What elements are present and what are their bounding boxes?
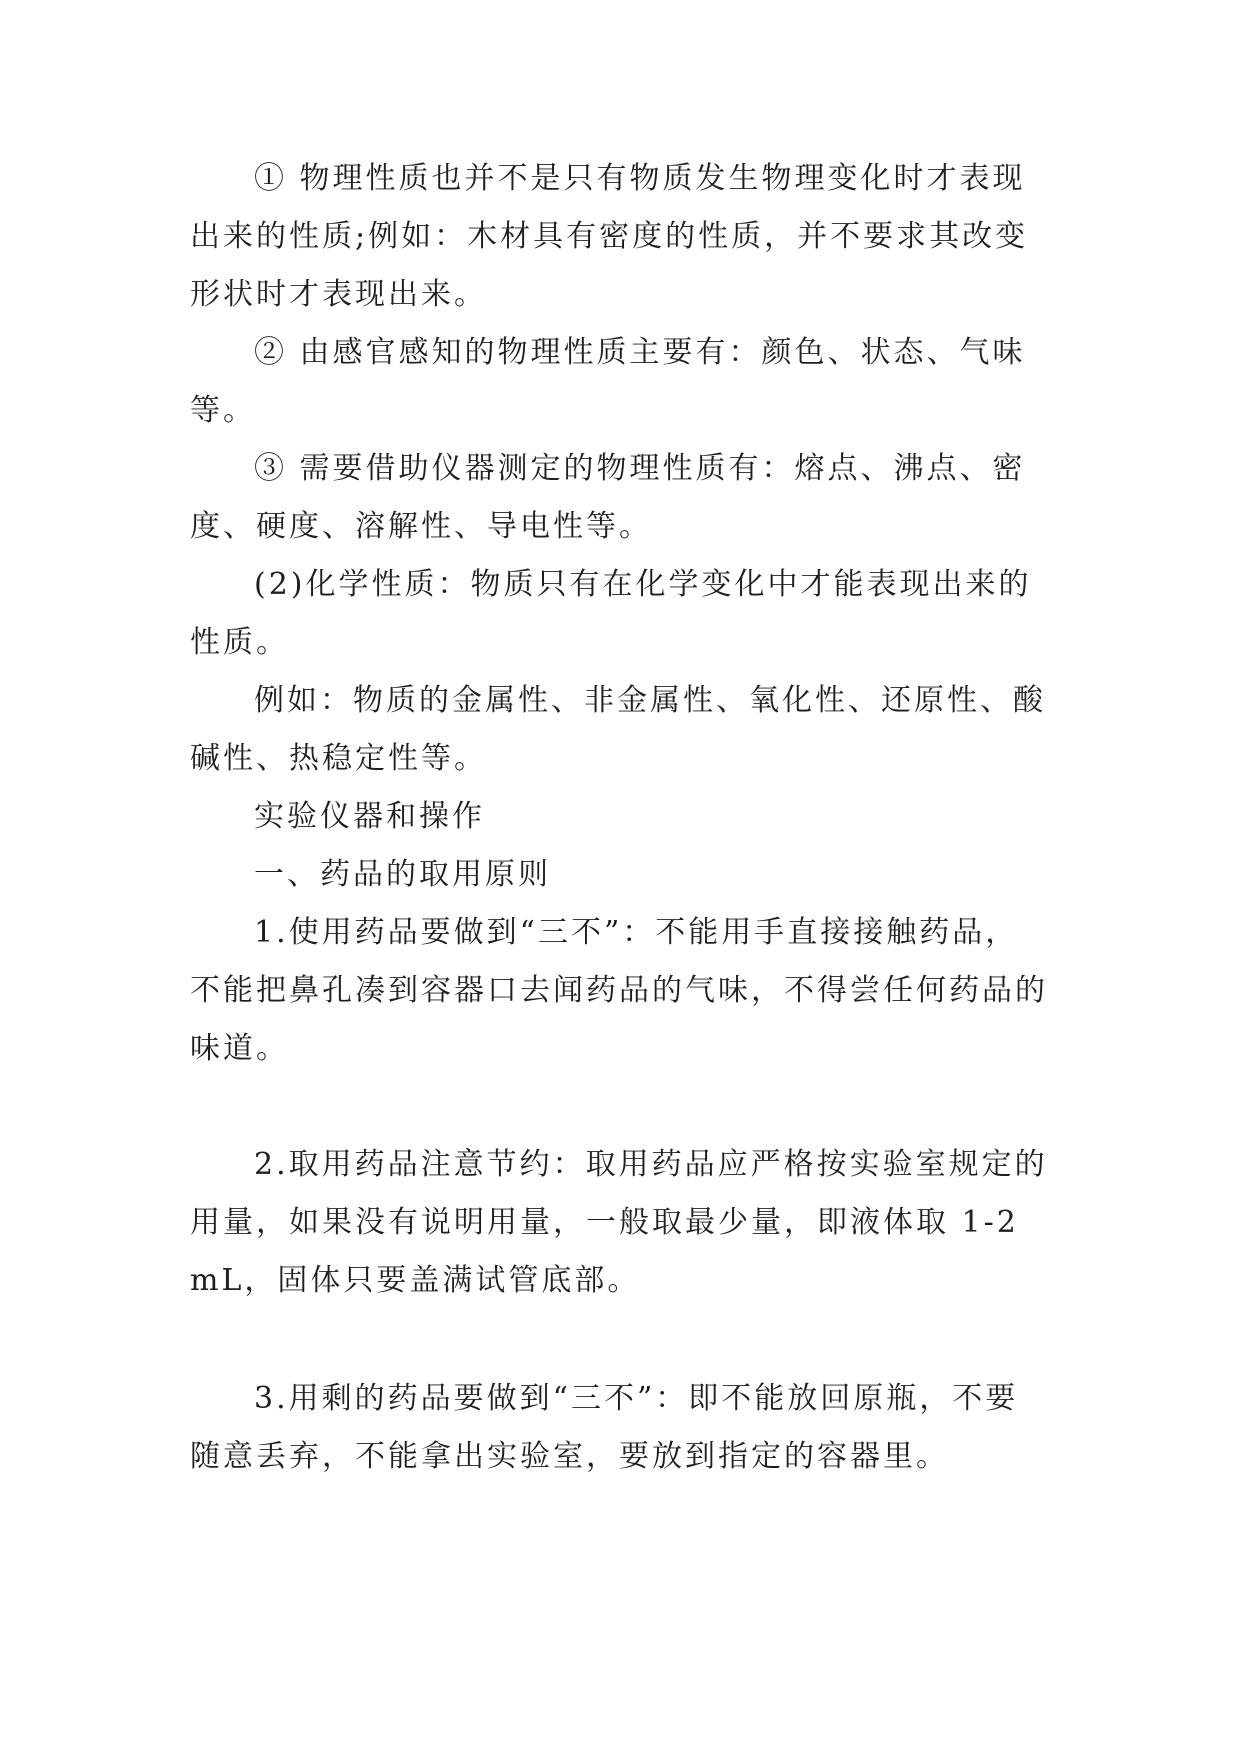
paragraph-rule-2: 2.取用药品注意节约：取用药品应严格按实验室规定的用量，如果没有说明用量，一般取最少量，即液体取 1-2mL，固体只要盖满试管底部。: [190, 1147, 1048, 1298]
paragraph-rule-1: 1.使用药品要做到“三不”：不能用手直接接触药品，不能把鼻孔凑到容器口去闻药品的气味，不得尝任何药品的味道。: [190, 915, 1048, 1066]
paragraph-physical-property-note-3: ③ 需要借助仪器测定的物理性质有：熔点、沸点、密度、硬度、溶解性、导电性等。: [190, 451, 1026, 544]
paragraph-spacer: [190, 1078, 1050, 1136]
document-body: [190, 150, 1050, 1486]
paragraph-chemical-property-examples: 例如：物质的金属性、非金属性、氧化性、还原性、酸碱性、热稳定性等。: [190, 683, 1046, 776]
paragraph-physical-property-note-1: ① 物理性质也并不是只有物质发生物理变化时才表现出来的性质;例如：木材具有密度的性质，并不要求其改变形状时才表现出来。: [190, 161, 1029, 312]
paragraph-chemical-property: (2)化学性质：物质只有在化学变化中才能表现出来的性质。: [190, 567, 1032, 660]
section-heading-drug-principles: 一、药品的取用原则: [254, 857, 551, 892]
paragraph-rule-3: 3.用剩的药品要做到“三不”：即不能放回原瓶，不要随意丢弃，不能拿出实验室，要放到指定的容器里。: [190, 1381, 1019, 1474]
paragraph-physical-property-note-2: ② 由感官感知的物理性质主要有：颜色、状态、气味等。: [190, 335, 1026, 428]
paragraph-spacer: [190, 1310, 1050, 1370]
section-heading-lab-instruments: 实验仪器和操作: [254, 799, 485, 834]
